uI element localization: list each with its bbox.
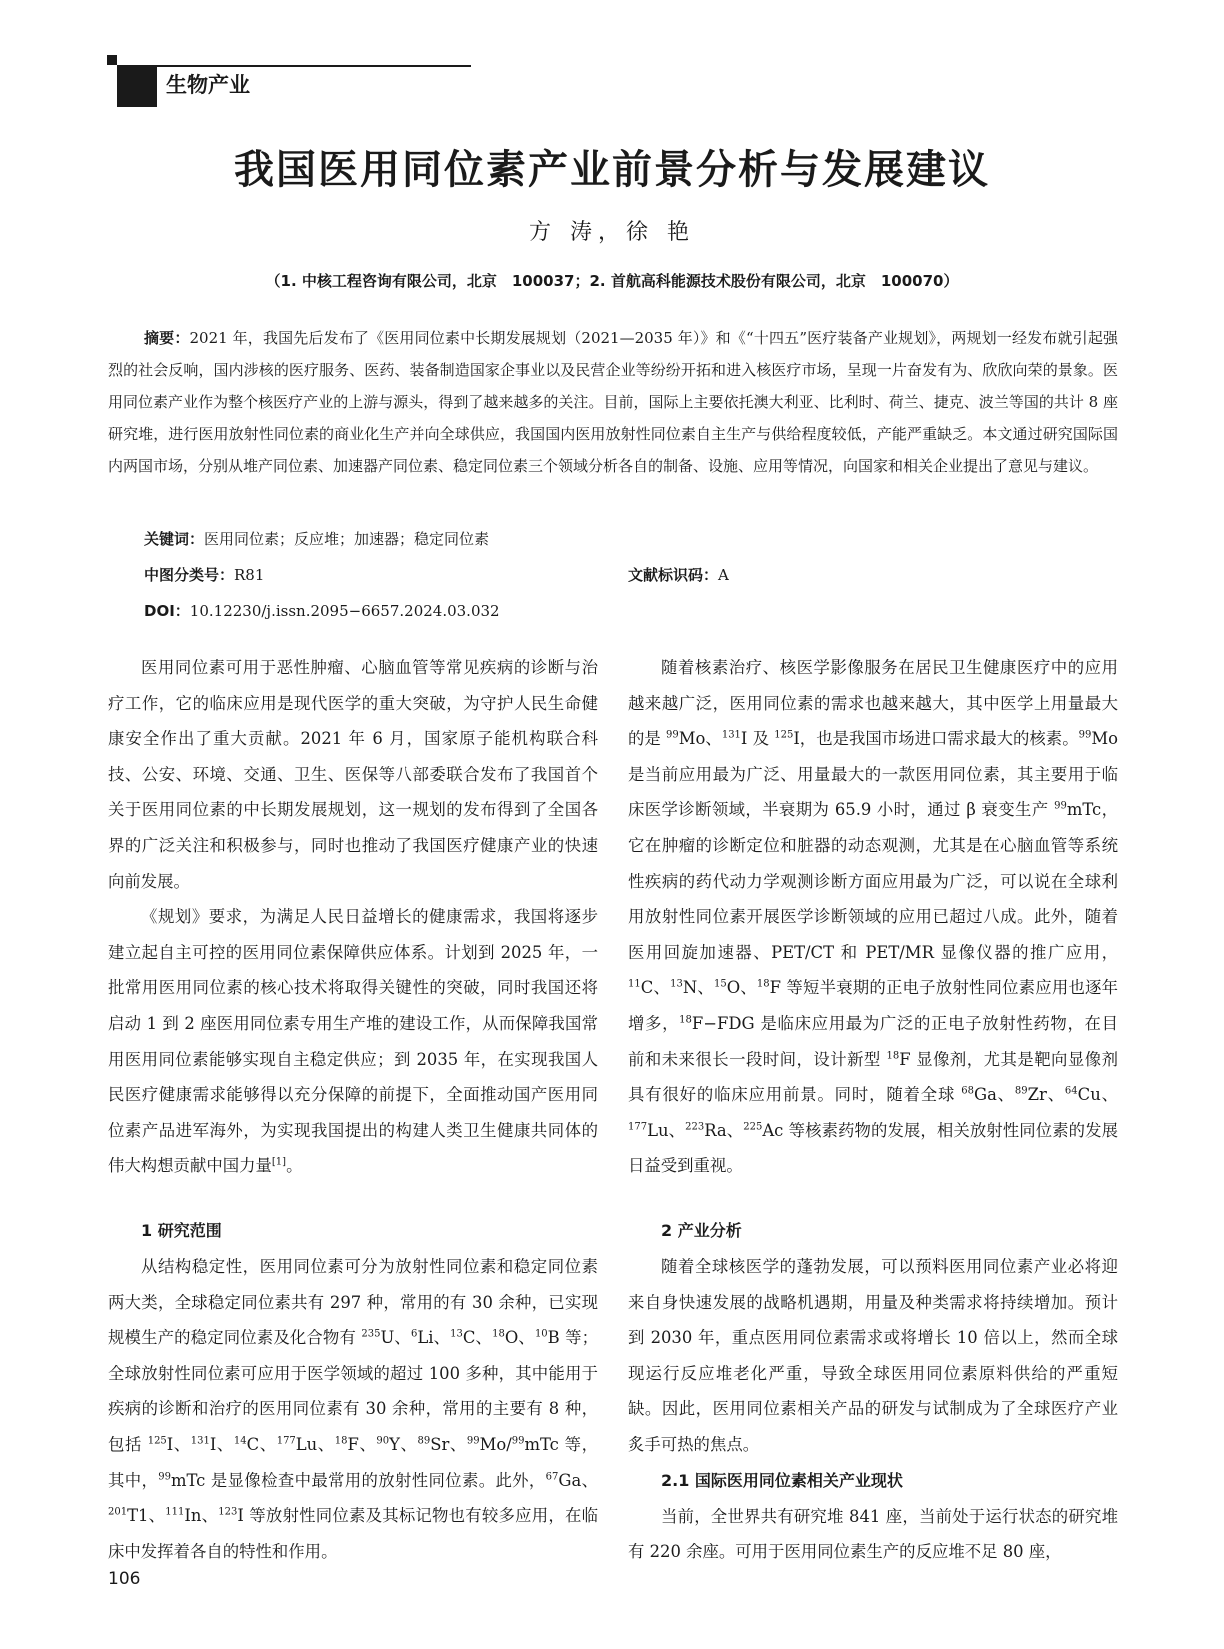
abstract-text: 2021 年，我国先后发布了《医用同位素中长期发展规划（2021—2035 年）》和《“十四五”医疗装备产业规划》，两规划一经发布就引起强烈的社会反响，国内涉核的医疗服务、医药、装备制造国家企事业以及民营企业等纷纷开拓和进入核医疗市场，呈现一片奋发有为、欣欣向荣的景象。医用同位素产业作为整个核医疗产业的上游与源头，得到了越来越多的关注。目前，国际上主要依托澳大利亚、比利时、荷兰、捷克、波兰等国的共计 8 座研究堆，进行医用放射性同位素的商业化生产并向全球供应，我国国内医用放射性同位素自主生产与供给程度较低，产能严重缺乏。本文通过研究国际国内两国市场，分别从堆产同位素、加速器产同位素、稳定同位素三个领域分析各自的制备、设施、应用等情况，向国家和相关企业提出了意见与建议。	[108, 329, 1118, 475]
mass-number-superscript: 99	[511, 1435, 525, 1447]
abstract	[108, 322, 1118, 482]
text-run: Lu、	[295, 1434, 335, 1454]
mass-number-superscript: 131	[721, 729, 741, 741]
mass-number-superscript: 177	[276, 1435, 296, 1447]
document-code	[628, 562, 729, 588]
text-run: T1、	[127, 1506, 166, 1526]
page-number: 106	[108, 1569, 141, 1589]
mass-number-superscript: 99	[666, 729, 679, 741]
text-run: Mo/	[479, 1434, 512, 1454]
text-run: Sr、	[430, 1434, 467, 1454]
body-column-right-bottom	[628, 1213, 1118, 1570]
mass-number-superscript: 89	[1014, 1085, 1028, 1097]
mass-number-superscript: 89	[417, 1435, 431, 1447]
text-run: F 等短半衰期的正电子放射性同位素应用也逐年增多，	[628, 978, 1119, 1033]
mass-number-superscript: 99	[1054, 800, 1067, 812]
text-run: Mo 是当前应用最为广泛、用量最大的一款医用同位素，其主要用于临床医学诊断领域，半衰期为 65.9 小时，通过 β 衰变生产	[628, 729, 1118, 820]
text-run: N、	[682, 978, 714, 998]
mass-number-superscript: 235	[361, 1328, 381, 1340]
mass-number-superscript: 18	[756, 978, 770, 990]
mass-number-superscript: 18	[679, 1014, 692, 1026]
text-run: Li、	[417, 1328, 451, 1348]
mass-number-superscript: 99	[1078, 729, 1092, 741]
classification-text: R81	[234, 566, 265, 584]
mass-number-superscript: 6	[410, 1328, 418, 1340]
text-run: Lu、	[647, 1120, 686, 1140]
text-run: Zr、	[1027, 1085, 1065, 1105]
mass-number-superscript: 13	[450, 1328, 463, 1340]
text-run: I、	[209, 1434, 234, 1454]
classification-number	[144, 562, 264, 588]
mass-number-superscript: 225	[743, 1121, 763, 1133]
mass-number-superscript: 111	[165, 1506, 185, 1518]
text-run: Ga、	[973, 1085, 1015, 1105]
abstract-label: 摘要：	[144, 329, 190, 347]
mass-number-superscript: 13	[670, 978, 683, 990]
text-run: I、	[166, 1434, 191, 1454]
text-run: O、	[504, 1328, 535, 1348]
text-run: Ac 等核素药物的发展，相关放射性同位素的发展日益受到重视。	[628, 1120, 1118, 1176]
paragraph-text: 。	[286, 1156, 303, 1176]
mass-number-superscript: 64	[1064, 1085, 1078, 1097]
paragraph-text: 《规划》要求，为满足人民日益增长的健康需求，我国将逐步建立起自主可控的医用同位素保障供应体系。计划到 2025 年，一批常用医用同位素的核心技术将取得关键性的突破，同时我国还将启动 1 到 2 座医用同位素专用生产堆的建设工作，从而保障我国常用医用同位素能够实现自主稳定供应；到 2035 年，在实现我国人民医疗健康需求能够得以充分保障的前提下，全面推动国产医用同位素产品进军海外，为实现我国提出的构建人类卫生健康共同体的伟大构想贡献中国力量	[108, 907, 598, 1176]
text-run: 随着核素治疗、核医学影像服务在居民卫生健康医疗中的应用越来越广泛，医用同位素的需求也越来越大，其中医学上用量最大的是	[628, 658, 1118, 749]
mass-number-superscript: 18	[334, 1435, 348, 1447]
mass-number-superscript: 99	[158, 1471, 171, 1483]
text-run: mTc 等，其中，	[108, 1434, 598, 1490]
section-rule	[117, 65, 471, 67]
text-run: F、	[347, 1434, 377, 1454]
mass-number-superscript: 11	[628, 978, 641, 990]
keywords-label: 关键词：	[144, 530, 205, 548]
mass-number-superscript: 125	[147, 1435, 167, 1447]
paragraph	[108, 899, 598, 1184]
text-run: mTc，它在肿瘤的诊断定位和脏器的动态观测，尤其是在心脑血管等系统性疾病的药代动力学观测诊断方面应用最为广泛，可以说在全球利用放射性同位素开展医学诊断领域的应用已超过八成。此外，随着医用回旋加速器、PET/CT 和 PET/MR 显像仪器的推广应用，	[628, 800, 1118, 962]
mass-number-superscript: 14	[233, 1435, 247, 1447]
keywords-text: 医用同位素；反应堆；加速器；稳定同位素	[204, 530, 490, 548]
text-run: In、	[184, 1506, 219, 1526]
mass-number-superscript: 201	[108, 1506, 128, 1518]
text-run: F 显像剂，尤其是靶向显像剂具有很好的临床应用前景。同时，随着全球	[628, 1049, 1118, 1105]
document-code-text: A	[718, 566, 729, 584]
section-label: 生物产业	[166, 73, 250, 97]
mass-number-superscript: 123	[218, 1506, 238, 1518]
mass-number-superscript: 18	[492, 1328, 505, 1340]
section-marker-bar	[117, 65, 157, 107]
mass-number-superscript: 223	[685, 1121, 705, 1133]
mass-number-superscript: 125	[774, 729, 794, 741]
paragraph	[108, 1249, 598, 1569]
body-column-left-top	[108, 650, 598, 1184]
paragraph: 当前，全世界共有研究堆 841 座，当前处于运行状态的研究堆有 220 余座。可用于医用同位素生产的反应堆不足 80 座，	[628, 1506, 1118, 1562]
paragraph: 随着全球核医学的蓬勃发展，可以预料医用同位素产业必将迎来自身快速发展的战略机遇期，用量及种类需求将持续增加。预计到 2030 年，重点医用同位素需求或将增长 10 倍以上，然而全球现运行反应堆老化严重，导致全球医用同位素原料供给的严重短缺。因此，医用同位素相关产品的研发与试制成为了全球医疗产业炙手可热的焦点。	[628, 1257, 1118, 1454]
mass-number-superscript: 67	[545, 1471, 559, 1483]
text-run: O、	[726, 978, 757, 998]
doi	[144, 598, 500, 624]
text-run: C、	[246, 1434, 277, 1454]
keywords	[144, 526, 489, 552]
text-run: 从结构稳定性，医用同位素可分为放射性同位素和稳定同位素两大类，全球稳定同位素共有 297 种，常用的有 30 余种，已实现规模生产的稳定同位素及化合物有	[108, 1257, 598, 1348]
body-column-left-bottom	[108, 1213, 598, 1569]
text-run: C、	[640, 978, 671, 998]
text-run: C、	[462, 1328, 493, 1348]
text-run: mTc 是显像检查中最常用的放射性同位素。此外，	[170, 1470, 546, 1490]
mass-number-superscript: 18	[886, 1050, 900, 1062]
mass-number-superscript: 177	[628, 1121, 648, 1133]
doi-text: 10.12230/j.issn.2095−6657.2024.03.032	[189, 602, 500, 620]
mass-number-superscript: 90	[376, 1435, 390, 1447]
text-run: Cu、	[1077, 1085, 1118, 1105]
text-run: Y、	[389, 1434, 418, 1454]
text-run: Ra、	[704, 1120, 744, 1140]
citation-ref[interactable]: [1]	[271, 1156, 287, 1168]
text-run: I 及	[740, 729, 775, 749]
text-run: I 等放射性同位素及其标记物也有较多应用，在临床中发挥着各自的特性和作用。	[108, 1506, 598, 1561]
section-heading: 2 产业分析	[661, 1221, 742, 1240]
mass-number-superscript: 131	[190, 1435, 210, 1447]
text-run: U、	[380, 1328, 411, 1348]
classification-label: 中图分类号：	[144, 566, 235, 584]
document-code-label: 文献标识码：	[628, 566, 719, 584]
text-run: I，也是我国市场进口需求最大的核素。	[793, 729, 1079, 749]
body-column-right-top	[628, 650, 1118, 1184]
mass-number-superscript: 10	[534, 1328, 548, 1340]
section-heading: 1 研究范围	[141, 1221, 222, 1240]
article-affiliations: （1. 中核工程咨询有限公司，北京 100037；2. 首航高科能源技术股份有限公司，北京 100070）	[265, 272, 959, 290]
doi-label: DOI：	[144, 602, 190, 620]
paragraph	[628, 650, 1118, 1184]
text-run: Mo、	[678, 729, 722, 749]
article-title: 我国医用同位素产业前景分析与发展建议	[234, 147, 990, 193]
text-run: B 等；全球放射性同位素可应用于医学领域的超过 100 多种，其中能用于疾病的诊断和治疗的医用同位素有 30 余种，常用的主要有 8 种，包括	[108, 1328, 598, 1454]
paragraph: 医用同位素可用于恶性肿瘤、心脑血管等常见疾病的诊断与治疗工作，它的临床应用是现代医学的重大突破，为守护人民生命健康安全作出了重大贡献。2021 年 6 月，国家原子能机构联合科技、公安、环境、交通、卫生、医保等八部委联合发布了我国首个关于医用同位素的中长期发展规划，这一规划的发布得到了全国各界的广泛关注和积极参与，同时也推动了我国医疗健康产业的快速向前发展。	[108, 658, 598, 891]
subsection-heading: 2.1 国际医用同位素相关产业现状	[661, 1470, 903, 1490]
mass-number-superscript: 15	[713, 978, 727, 990]
mass-number-superscript: 68	[961, 1085, 974, 1097]
article-authors: 方 涛，徐 艳	[529, 220, 695, 245]
text-run: Ga、	[558, 1470, 598, 1490]
text-run: F−FDG 是临床应用最为广泛的正电子放射性药物，在目前和未来很长一段时间，设计新型	[628, 1013, 1118, 1069]
section-marker-square	[107, 55, 117, 65]
mass-number-superscript: 99	[466, 1435, 480, 1447]
